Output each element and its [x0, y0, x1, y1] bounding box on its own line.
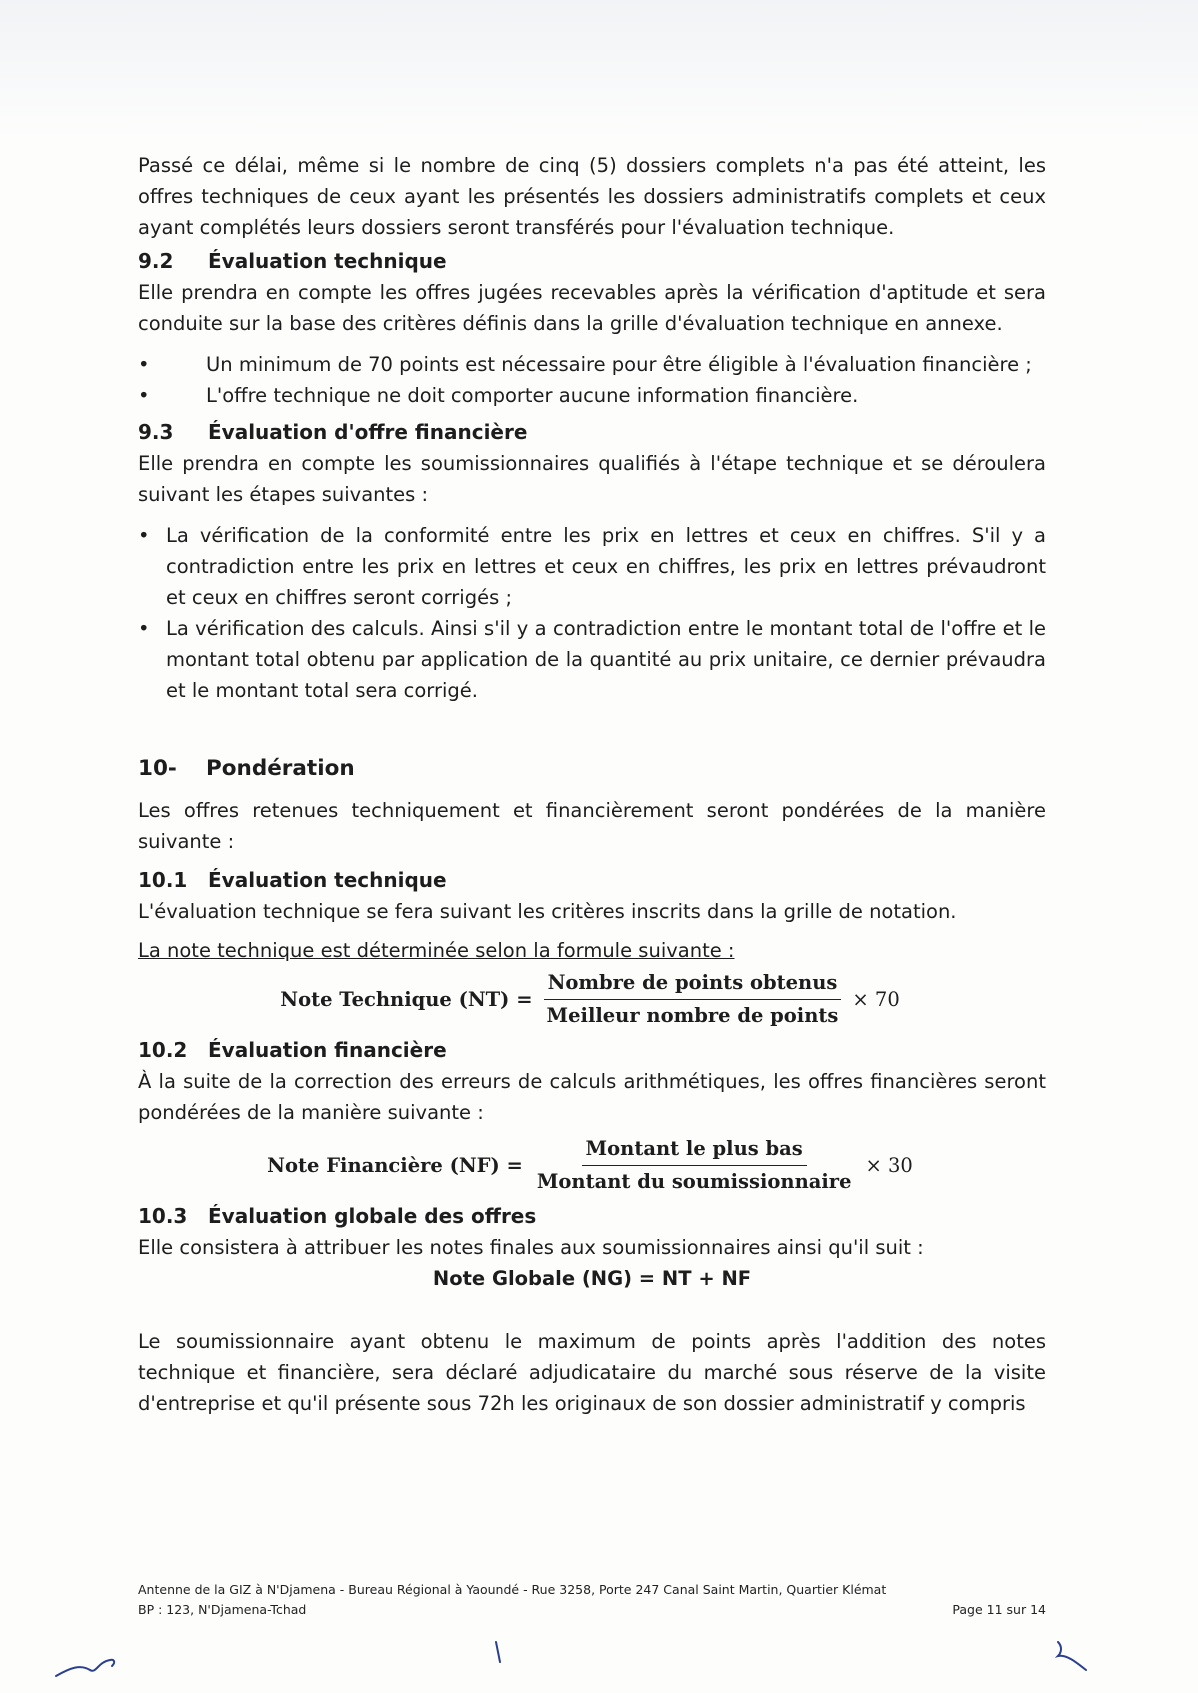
section-10-2-heading: [138, 1035, 1046, 1066]
section-9-3-heading: [138, 417, 1046, 448]
section-10-1-heading: [138, 865, 1046, 896]
section-title: Pondération: [206, 756, 355, 781]
section-title: Évaluation d'offre financière: [208, 420, 528, 444]
section-10-heading: [138, 752, 1046, 786]
section-10-text: Les offres retenues techniquement et financièrement seront pondérées de la manière suivante :: [138, 799, 1046, 853]
footer-address: Antenne de la GIZ à N'Djamena - Bureau Régional à Yaoundé - Rue 3258, Porte 247 Canal Saint Martin, Quartier Klémat: [138, 1582, 887, 1597]
formula-numerator: Nombre de points obtenus: [544, 968, 842, 1000]
bullet-icon: •: [138, 524, 150, 547]
initials-stroke: [1058, 1642, 1086, 1670]
section-number: 9.3: [138, 420, 174, 444]
section-number: 10-: [138, 756, 177, 781]
formula-lhs: Note Financière (NF) =: [267, 1154, 523, 1177]
list-item: • La vérification de la conformité entre les prix en lettres et ceux en chiffres. S'il y a contradiction entre les prix en lettres et ceux en chiffres, les prix en lettres prévaudront et ceux en chiffres seront corrigés ;: [138, 520, 1046, 613]
formula-numerator: Montant le plus bas: [582, 1134, 807, 1166]
section-number: 10.3: [138, 1204, 188, 1228]
section-number: 9.2: [138, 249, 174, 273]
formula-lhs: Note Technique (NT) =: [280, 988, 533, 1011]
formula-denominator: Meilleur nombre de points: [546, 1004, 839, 1027]
section-number: 10.1: [138, 868, 188, 892]
section-title: Évaluation technique: [208, 868, 447, 892]
formula-denominator: Montant du soumissionnaire: [536, 1170, 852, 1193]
formula-fraction: [543, 968, 843, 1031]
page-footer: [138, 1580, 1046, 1620]
section-10-2-text: À la suite de la correction des erreurs de calculs arithmétiques, les offres financières seront pondérées de la manière suivante :: [138, 1070, 1046, 1124]
bullet-icon: •: [138, 617, 150, 640]
section-9-2-text: Elle prendra en compte les offres jugées recevables après la vérification d'aptitude et sera conduite sur la base des critères définis dans la grille d'évaluation technique en annexe.: [138, 281, 1046, 335]
footer-postal: BP : 123, N'Djamena-Tchad: [138, 1602, 307, 1617]
initials-mark-center: [490, 1638, 506, 1668]
section-9-3-text: Elle prendra en compte les soumissionnaires qualifiés à l'étape technique et se déroulera suivant les étapes suivantes :: [138, 452, 1046, 506]
technical-score-formula: [138, 968, 1046, 1031]
financial-score-formula: [138, 1134, 1046, 1197]
bullet-icon: •: [138, 353, 150, 376]
section-10-3-text: Elle consistera à attribuer les notes finales aux soumissionnaires ainsi qu'il suit :: [138, 1236, 924, 1259]
section-number: 10.2: [138, 1038, 188, 1062]
initials-stroke: [56, 1660, 114, 1676]
section-title: Évaluation financière: [208, 1038, 447, 1062]
formula-factor: × 30: [865, 1154, 913, 1177]
formula-intro: La note technique est déterminée selon la formule suivante :: [138, 939, 735, 962]
list-item: • Un minimum de 70 points est nécessaire pour être éligible à l'évaluation financière ;: [138, 349, 1046, 380]
section-title: Évaluation technique: [208, 249, 447, 273]
page-content: [138, 150, 1046, 1419]
formula-fraction: [533, 1134, 856, 1197]
section-9-2-heading: [138, 246, 1046, 277]
section-10-3-heading: [138, 1201, 1046, 1232]
section-title: Évaluation globale des offres: [208, 1204, 537, 1228]
intro-paragraph: Passé ce délai, même si le nombre de cinq (5) dossiers complets n'a pas été atteint, les offres techniques de ceux ayant les présentés les dossiers administratifs complets et ceux ayant complétés leurs dossiers seront transférés pour l'évaluation technique.: [138, 154, 1046, 239]
initials-mark-right: [1050, 1636, 1094, 1676]
page-number: Page 11 sur 14: [952, 1602, 1046, 1617]
section-9-3-bullets: [138, 520, 1046, 706]
global-score-formula: Note Globale (NG) = NT + NF: [432, 1267, 752, 1290]
list-item: • La vérification des calculs. Ainsi s'il y a contradiction entre le montant total de l'offre et le montant total obtenu par application de la quantité au prix unitaire, ce dernier prévaudra et le montant total sera corrigé.: [138, 613, 1046, 706]
scan-edge-shading: [0, 0, 1198, 140]
bullet-icon: •: [138, 384, 150, 407]
section-10-1-text: L'évaluation technique se fera suivant les critères inscrits dans la grille de notation.: [138, 900, 957, 923]
initials-mark-left: [52, 1650, 122, 1684]
section-9-2-bullets: [138, 349, 1046, 411]
formula-factor: × 70: [852, 988, 900, 1011]
list-item: • L'offre technique ne doit comporter aucune information financière.: [138, 380, 1046, 411]
closing-paragraph: Le soumissionnaire ayant obtenu le maximum de points après l'addition des notes technique et financière, sera déclaré adjudicataire du marché sous réserve de la visite d'entreprise et qu'il présente sous 72h les originaux de son dossier administratif y compris: [138, 1330, 1046, 1415]
initials-stroke: [496, 1642, 500, 1662]
